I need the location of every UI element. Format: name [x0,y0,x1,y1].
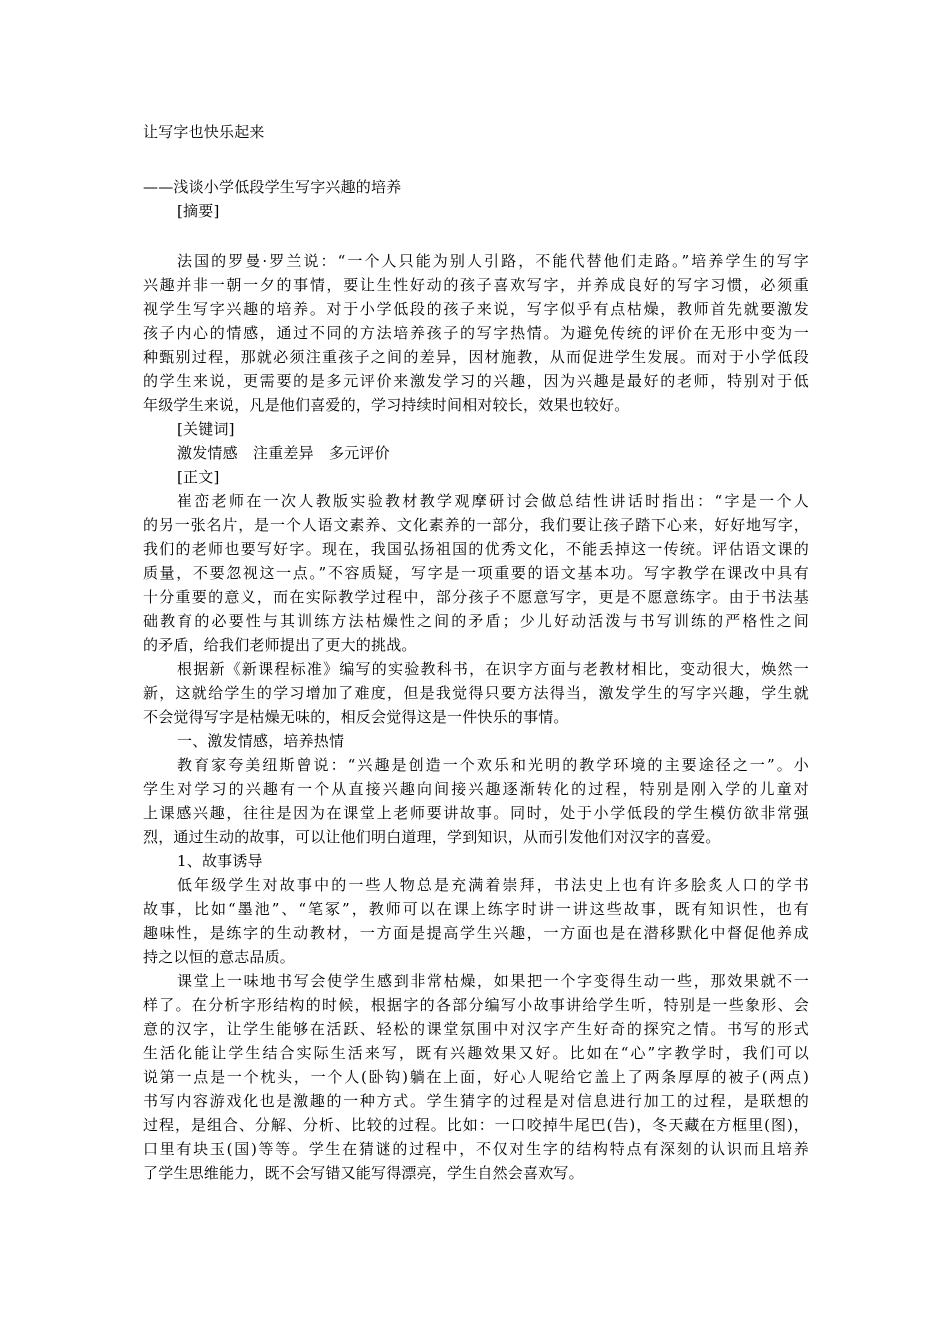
text-line: 过程，是组合、分解、分析、比较的过程。比如：一口咬掉牛尾巴(告)，冬天藏在方框里(图)， [143,1116,809,1134]
text-line: 烈，通过生动的故事，可以让他们明白道理，学到知识，从而引发他们对汉字的喜爱。 [143,828,721,846]
text-line: 十分重要的意义，而在实际教学过程中，部分孩子不愿意写字，更是不愿意练字。由于书法基 [143,588,809,606]
text-line: 种甄别过程，那就必须注重孩子之间的差异，因材施教，从而促进学生发展。而对于小学低段 [143,348,809,366]
body-paragraph-2 [143,657,809,729]
text-line: 的学生来说，更需要的是多元评价来激发学习的兴趣，因为兴趣是最好的老师，特别对于低 [143,372,809,390]
document-subtitle: ——浅谈小学低段学生写字兴趣的培养 [143,178,402,196]
document-page [143,120,809,1185]
text-line: 了学生思维能力，既不会写错又能写得漂亮，学生自然会喜欢写。 [143,1164,584,1182]
body-paragraph-5 [143,969,809,1185]
abstract-paragraph [143,249,809,417]
text-line: 说第一点是一个枕头，一个人(卧钩)躺在上面，好心人呢给它盖上了两条厚厚的被子(两点) [143,1068,809,1086]
section-heading-1: 一、激发情感，培养热情 [177,732,345,750]
text-line: 故事，比如“墨池”、“笔冢”，教师可以在课上练字时讲一讲这些故事，既有知识性，也有 [143,900,809,918]
keywords: 激发情感 注重差异 多元评价 [177,444,390,462]
text-line: 新，这就给学生的学习增加了难度，但是我觉得只要方法得当，激发学生的写字兴趣，学生就 [143,684,809,702]
section-heading-2: 1、故事诱导 [177,852,263,870]
document-title: 让写字也快乐起来 [143,123,265,141]
text-line: 口里有块玉(国)等等。学生在猜谜的过程中，不仅对生字的结构特点有深刻的认识而且培养 [143,1140,809,1158]
body-paragraph-4 [143,873,809,969]
body-paragraph-3 [143,753,809,849]
text-line: 不会觉得写字是枯燥无味的，相反会觉得这是一件快乐的事情。 [143,708,569,726]
text-line: 上课感兴趣，往往是因为在课堂上老师要讲故事。同时，处于小学低段的学生模仿欲非常强 [143,804,809,822]
text-line: 课堂上一味地书写会使学生感到非常枯燥，如果把一个字变得生动一些，那效果就不一 [177,972,809,990]
blank-line [143,223,809,249]
text-line: 意的汉字，让学生能够在活跃、轻松的课堂氛围中对汉字产生好奇的探究之情。书写的形式 [143,1020,809,1038]
text-line: 书写内容游戏化也是激趣的一种方式。学生猜字的过程是对信息进行加工的过程，是联想的 [143,1092,809,1110]
body-label: [正文] [177,468,220,486]
text-line: 的另一张名片，是一个人语文素养、文化素养的一部分，我们要让孩子踏下心来，好好地写字， [143,516,809,534]
text-line: 生活化能让学生结合实际生活来写，既有兴趣效果又好。比如在“心”字教学时，我们可以 [143,1044,809,1062]
text-line: 学生对学习的兴趣有一个从直接兴趣向间接兴趣逐渐转化的过程，特别是刚入学的儿童对 [143,780,809,798]
text-line: 根据新《新课程标准》编写的实验教科书，在识字方面与老教材相比，变动很大，焕然一 [177,660,809,678]
text-line: 年级学生来说，凡是他们喜爱的，学习持续时间相对较长，效果也较好。 [143,396,630,414]
text-line: 崔峦老师在一次人教版实验教材教学观摩研讨会做总结性讲话时指出：“字是一个人 [177,492,809,510]
body-paragraph-1 [143,489,809,657]
text-line: 低年级学生对故事中的一些人物总是充满着崇拜，书法史上也有许多脍炙人口的学书 [177,876,809,894]
text-line: 的矛盾，给我们老师提出了更大的挑战。 [143,636,417,654]
keywords-label: [关键词] [177,420,235,438]
text-line: 兴趣并非一朝一夕的事情，要让生性好动的孩子喜欢写字，并养成良好的写字习惯，必须重 [143,276,809,294]
text-line: 教育家夸美纽斯曾说：“兴趣是创造一个欢乐和光明的教学环境的主要途径之一”。小 [177,756,809,774]
text-line: 持之以恒的意志品质。 [143,948,296,966]
text-line: 质量，不要忽视这一点。”不容质疑，写字是一项重要的语文基本功。写字教学在课改中具有 [143,564,809,582]
text-line: 础教育的必要性与其训练方法枯燥性之间的矛盾；少儿好动活泼与书写训练的严格性之间 [143,612,809,630]
text-line: 样了。在分析字形结构的时候，根据字的各部分编写小故事讲给学生听，特别是一些象形、会 [143,996,809,1014]
text-line: 我们的老师也要写好字。现在，我国弘扬祖国的优秀文化，不能丢掉这一传统。评估语文课的 [143,540,809,558]
text-line: 法国的罗曼·罗兰说：“一个人只能为别人引路，不能代替他们走路。”培养学生的写字 [177,252,809,270]
abstract-label: [摘要] [177,202,220,220]
text-line: 视学生写字兴趣的培养。对于小学低段的孩子来说，写字似乎有点枯燥，教师首先就要激发 [143,300,809,318]
text-line: 趣味性，是练字的生动教材，一方面是提高学生兴趣，一方面也是在潜移默化中督促他养成 [143,924,809,942]
text-line: 孩子内心的情感，通过不同的方法培养孩子的写字热情。为避免传统的评价在无形中变为一 [143,324,809,342]
